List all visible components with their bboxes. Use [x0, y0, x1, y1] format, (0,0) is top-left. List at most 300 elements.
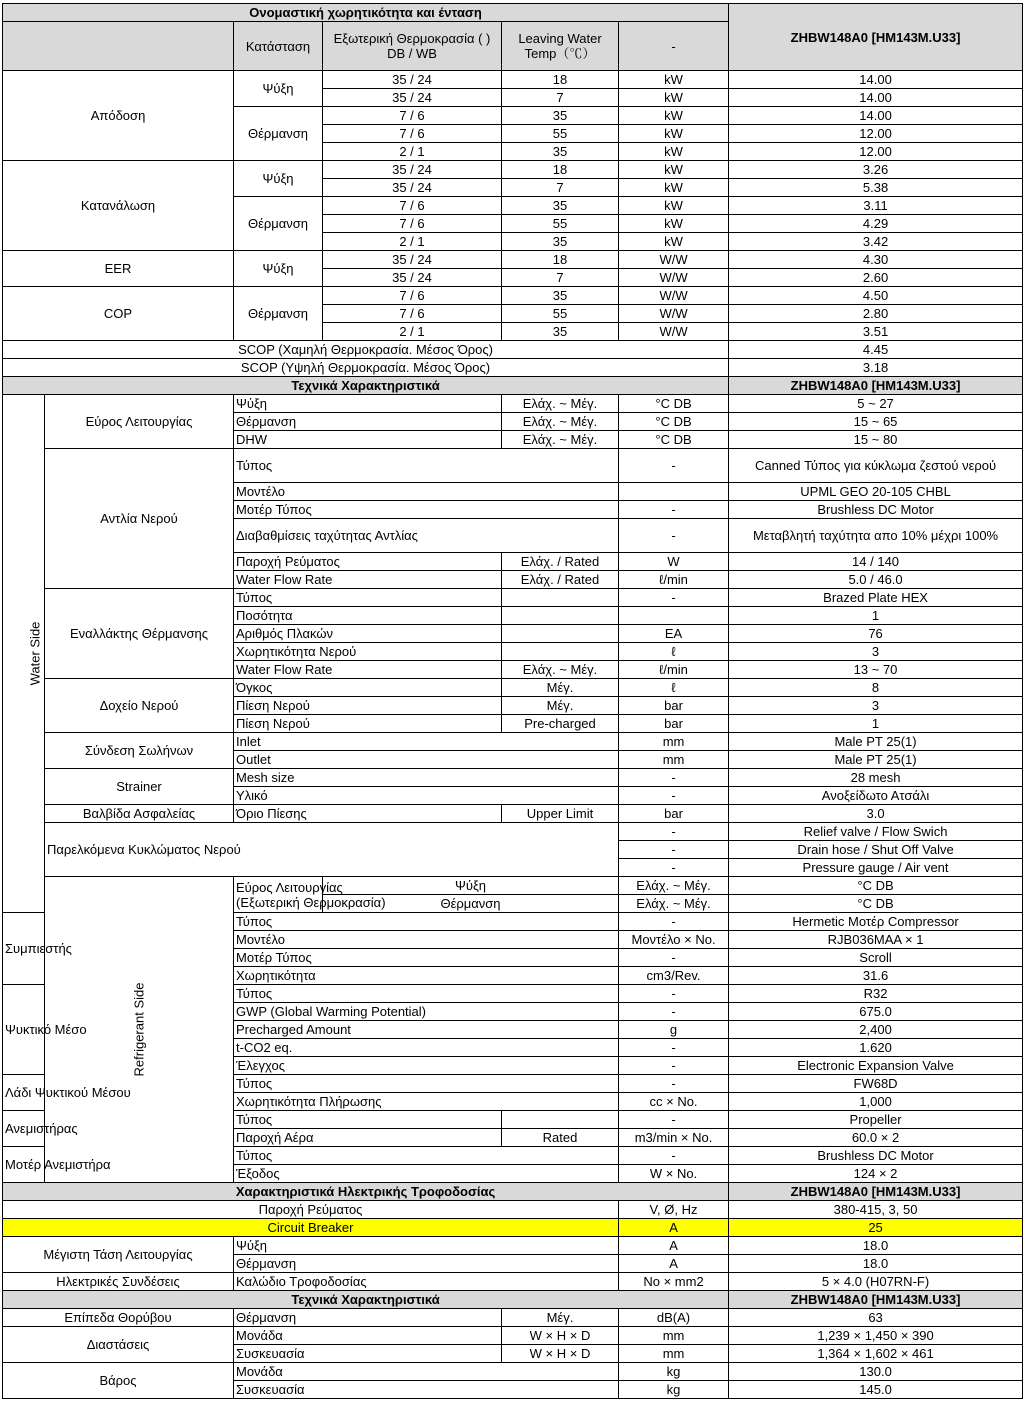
unit-cell: A [619, 1237, 729, 1255]
mode-label: Ψύξη [234, 251, 323, 287]
unit-cell: kg [619, 1381, 729, 1399]
unit-cell: - [619, 589, 729, 607]
cond-cell: Ελάχ. ~ Μέγ. [619, 877, 729, 895]
scop-high-value: 3.18 [729, 359, 1023, 377]
item-cell: Μοτέρ Τύπος [234, 949, 619, 967]
lwt-value: 55 [502, 215, 619, 233]
value-cell: 13 ~ 70 [729, 661, 1023, 679]
unit-cell: A [619, 1219, 729, 1237]
col-condition: Κατάσταση [234, 22, 323, 71]
item-cell: Θέρμανση [234, 1309, 502, 1327]
unit-cell: - [619, 1147, 729, 1165]
unit-cell [619, 607, 729, 625]
cond-cell: Ελάχ. ~ Μέγ. [502, 413, 619, 431]
unit-cell: kW [619, 107, 729, 125]
dimensions-label: Διαστάσεις [3, 1327, 234, 1363]
unit-cell: kW [619, 71, 729, 89]
item-cell: Ποσότητα [234, 607, 502, 625]
value-cell: 1.620 [729, 1039, 1023, 1057]
outdoor-temp: 7 / 6 [323, 125, 502, 143]
unit-cell: mm [619, 733, 729, 751]
compressor-label: Συμπιεστής [3, 913, 45, 985]
cond-cell: Ελάχ. ~ Μέγ. [502, 431, 619, 449]
unit-cell: kW [619, 215, 729, 233]
table-row [3, 589, 1023, 607]
cond-cell: Ελάχ. / Rated [502, 571, 619, 589]
outdoor-temp: 7 / 6 [323, 287, 502, 305]
capacity-label: Απόδοση [3, 71, 234, 161]
value-cell: 3.0 [729, 805, 1023, 823]
piping-label: Σύνδεση Σωλήνων [45, 733, 234, 769]
mode-label: Θέρμανση [234, 107, 323, 161]
scop-high-label: SCOP (Υψηλή Θερμοκρασία. Μέσος Όρος) [3, 359, 729, 377]
table-row [3, 805, 1023, 823]
value-cell: Μεταβλητή ταχύτητα απο 10% μέχρι 100% [729, 519, 1023, 553]
item-cell: Precharged Amount [234, 1021, 619, 1039]
lwt-value: 7 [502, 179, 619, 197]
table-row [3, 1201, 1023, 1219]
outdoor-temp: 35 / 24 [323, 251, 502, 269]
unit-cell: W/W [619, 269, 729, 287]
item-cell: Τύπος [234, 589, 502, 607]
value-cell: 25 [729, 1219, 1023, 1237]
item-cell: Διαβαθμίσεις ταχύτητας Αντλίας [234, 519, 619, 553]
cond-cell [502, 589, 619, 607]
unit-cell: bar [619, 697, 729, 715]
item-cell: Θέρμανση [323, 895, 619, 913]
oil-label: Λάδι Ψυκτικού Μέσου [3, 1075, 45, 1111]
item-cell: Μονάδα [234, 1327, 502, 1345]
unit-cell: mm [619, 751, 729, 769]
refrigerant-label: Ψυκτικό Μέσο [3, 985, 45, 1075]
item-cell: Inlet [234, 733, 619, 751]
unit-cell: - [619, 787, 729, 805]
value-cell: 63 [729, 1309, 1023, 1327]
section-title: Τεχνικά Χαρακτηριστικά [3, 377, 729, 395]
outdoor-range-label [234, 877, 386, 913]
value-cell: Propeller [729, 1111, 1023, 1129]
lwt-value: 35 [502, 287, 619, 305]
unit-cell: bar [619, 805, 729, 823]
item-cell: Συσκευασία [234, 1345, 502, 1363]
item-cell: Outlet [234, 751, 619, 769]
noise-label: Επίπεδα Θορύβου [3, 1309, 234, 1327]
value-cell: Scroll [729, 949, 1023, 967]
item-cell: Χωρητικότητα Πλήρωσης [234, 1093, 619, 1111]
table-row [3, 395, 1023, 413]
unit-cell: - [619, 1057, 729, 1075]
item-cell: Μοτέρ Τύπος [234, 501, 619, 519]
cond-cell: Μέγ. [502, 697, 619, 715]
unit-cell: - [619, 841, 729, 859]
mode-label: Ψύξη [234, 161, 323, 197]
cond-cell: Μέγ. [502, 679, 619, 697]
unit-cell: - [619, 823, 729, 841]
value-cell: 145.0 [729, 1381, 1023, 1399]
mode-label: Ψύξη [234, 71, 323, 107]
outdoor-temp: 35 / 24 [323, 89, 502, 107]
table-row [3, 679, 1023, 697]
unit-cell: °C DB [619, 395, 729, 413]
table-row [3, 71, 1023, 89]
lwt-value: 35 [502, 143, 619, 161]
value-cell: 3.42 [729, 233, 1023, 251]
cond-cell: Pre-charged [502, 715, 619, 733]
outdoor-temp: 7 / 6 [323, 215, 502, 233]
unit-cell: W/W [619, 323, 729, 341]
table-row [3, 359, 1023, 377]
value-cell: Brushless DC Motor [729, 501, 1023, 519]
col-lwt: Leaving Water Temp（℃） [502, 22, 619, 71]
outdoor-temp: 2 / 1 [323, 143, 502, 161]
unit-cell: - [619, 769, 729, 787]
header-title: Ονομαστική χωρητικότητα και ένταση [3, 4, 729, 22]
unit-cell: bar [619, 715, 729, 733]
lwt-value: 18 [502, 71, 619, 89]
unit-cell: W/W [619, 287, 729, 305]
unit-cell: kW [619, 143, 729, 161]
spec-table [2, 3, 1023, 1399]
section-model: ZHBW148A0 [HM143M.U33] [729, 1183, 1023, 1201]
value-cell: 130.0 [729, 1363, 1023, 1381]
item-cell: Water Flow Rate [234, 661, 502, 679]
table-row [3, 1273, 1023, 1291]
lwt-value: 18 [502, 161, 619, 179]
item-cell: Χωρητικότητα Νερού [234, 643, 502, 661]
value-cell: Drain hose / Shut Off Valve [729, 841, 1023, 859]
value-cell: 4.29 [729, 215, 1023, 233]
unit-cell: - [619, 913, 729, 931]
value-cell: 2.80 [729, 305, 1023, 323]
mode-label: Θέρμανση [234, 287, 323, 341]
unit-cell: V, Ø, Hz [619, 1201, 729, 1219]
item-cell: Ψύξη [234, 1237, 619, 1255]
col-outdoor: Εξωτερική Θερμοκρασία ( ) DB / WB [323, 22, 502, 71]
value-cell: 14.00 [729, 71, 1023, 89]
breaker-label: Circuit Breaker [3, 1219, 619, 1237]
item-cell: Mesh size [234, 769, 619, 787]
value-cell: Pressure gauge / Air vent [729, 859, 1023, 877]
unit-cell: °C DB [619, 413, 729, 431]
outdoor-range-subtitle: (Εξωτερική Θερμοκρασία) [236, 894, 386, 910]
item-cell: Μοντέλο [234, 931, 619, 949]
item-cell: Τύπος [234, 449, 619, 483]
section-header-row [3, 1291, 1023, 1309]
consumption-label: Κατανάλωση [3, 161, 234, 251]
item-cell: Υλικό [234, 787, 619, 805]
value-cell: 1,239 × 1,450 × 390 [729, 1327, 1023, 1345]
unit-cell: °C DB [619, 431, 729, 449]
refrigerant-side-label: Refrigerant Side [45, 877, 234, 1183]
unit-cell: cc × No. [619, 1093, 729, 1111]
value-cell: Relief valve / Flow Swich [729, 823, 1023, 841]
value-cell: RJB036MAA × 1 [729, 931, 1023, 949]
unit-cell: kW [619, 161, 729, 179]
value-cell: Male PT 25(1) [729, 733, 1023, 751]
value-cell: 675.0 [729, 1003, 1023, 1021]
table-row [3, 733, 1023, 751]
cond-cell [502, 643, 619, 661]
value-cell: 4.30 [729, 251, 1023, 269]
cond-cell: Ελάχ. / Rated [502, 553, 619, 571]
value-cell: 12.00 [729, 143, 1023, 161]
value-cell: 12.00 [729, 125, 1023, 143]
unit-cell: kg [619, 1363, 729, 1381]
lwt-value: 35 [502, 323, 619, 341]
header-row [3, 4, 1023, 22]
cond-cell: W × H × D [502, 1345, 619, 1363]
value-cell: Male PT 25(1) [729, 751, 1023, 769]
value-cell: 3.26 [729, 161, 1023, 179]
item-cell: Έξοδος [234, 1165, 619, 1183]
unit-cell: °C DB [729, 895, 1023, 913]
table-row [3, 1363, 1023, 1381]
unit-cell [619, 483, 729, 501]
unit-cell: - [619, 985, 729, 1003]
table-row [3, 1237, 1023, 1255]
item-cell: Τύπος [234, 1147, 619, 1165]
item-cell: Ψύξη [323, 877, 619, 895]
unit-cell: W × No. [619, 1165, 729, 1183]
cond-cell [502, 607, 619, 625]
value-cell: Electronic Expansion Valve [729, 1057, 1023, 1075]
scop-low-label: SCOP (Χαμηλή Θερμοκρασία. Μέσος Όρος) [3, 341, 729, 359]
value-cell: Ανοξείδωτο Ατσάλι [729, 787, 1023, 805]
table-row [3, 251, 1023, 269]
unit-cell: EA [619, 625, 729, 643]
value-cell: 380-415, 3, 50 [729, 1201, 1023, 1219]
unit-cell: - [619, 1075, 729, 1093]
outdoor-temp: 35 / 24 [323, 161, 502, 179]
section-model: ZHBW148A0 [HM143M.U33] [729, 1291, 1023, 1309]
item-cell: Παροχή Ρεύματος [234, 553, 502, 571]
water-side-label: Water Side [3, 395, 45, 913]
item-cell: t-CO2 eq. [234, 1039, 619, 1057]
supply-label: Παροχή Ρεύματος [3, 1201, 619, 1219]
unit-cell: mm [619, 1327, 729, 1345]
weight-label: Βάρος [3, 1363, 234, 1399]
item-cell: Ψύξη [234, 395, 502, 413]
unit-cell: ℓ/min [619, 661, 729, 679]
item-cell: Έλεγχος [234, 1057, 619, 1075]
lwt-value: 55 [502, 305, 619, 323]
value-cell: 3.51 [729, 323, 1023, 341]
section-title: Χαρακτηριστικά Ηλεκτρικής Τροφοδοσίας [3, 1183, 729, 1201]
unit-cell: kW [619, 197, 729, 215]
cond-cell [502, 1111, 619, 1129]
value-cell: 2,400 [729, 1021, 1023, 1039]
unit-cell: ℓ/min [619, 571, 729, 589]
table-row [3, 1219, 1023, 1237]
unit-cell: mm [619, 1345, 729, 1363]
value-cell: 5 × 4.0 (H07RN-F) [729, 1273, 1023, 1291]
lwt-value: 35 [502, 197, 619, 215]
unit-cell: dB(A) [619, 1309, 729, 1327]
pump-label: Αντλία Νερού [45, 449, 234, 589]
outdoor-temp: 7 / 6 [323, 197, 502, 215]
item-cell: Τύπος [234, 1075, 619, 1093]
item-cell: Θέρμανση [234, 1255, 619, 1273]
value-cell: FW68D [729, 1075, 1023, 1093]
item-cell: Μοντέλο [234, 483, 619, 501]
value-cell: 14 / 140 [729, 553, 1023, 571]
unit-cell: °C DB [729, 877, 1023, 895]
unit-cell: - [619, 1039, 729, 1057]
value-cell: 18.0 [729, 1237, 1023, 1255]
unit-cell: - [619, 449, 729, 483]
unit-cell: - [619, 519, 729, 553]
value-cell: 3 [729, 643, 1023, 661]
item-cell: Όγκος [234, 679, 502, 697]
lwt-value: 35 [502, 233, 619, 251]
fan-motor-label: Μοτέρ Ανεμιστήρα [3, 1147, 45, 1183]
unit-cell: Μοντέλο × No. [619, 931, 729, 949]
item-cell: GWP (Global Warming Potential) [234, 1003, 619, 1021]
value-cell: Brushless DC Motor [729, 1147, 1023, 1165]
unit-cell: A [619, 1255, 729, 1273]
value-cell: 8 [729, 679, 1023, 697]
unit-cell: m3/min × No. [619, 1129, 729, 1147]
outdoor-temp: 2 / 1 [323, 323, 502, 341]
section-title: Τεχνικά Χαρακτηριστικά [3, 1291, 729, 1309]
unit-cell: ℓ [619, 643, 729, 661]
value-cell: 5.38 [729, 179, 1023, 197]
item-cell: Παροχή Αέρα [234, 1129, 502, 1147]
accessories-label: Παρελκόμενα Κυκλώματος Νερού [45, 823, 619, 877]
value-cell: Canned Τύπος για κύκλωμα ζεστού νερού [729, 449, 1023, 483]
section-header-row [3, 1183, 1023, 1201]
value-cell: 1 [729, 607, 1023, 625]
item-cell: Τύπος [234, 985, 619, 1003]
tank-label: Δοχείο Νερού [45, 679, 234, 733]
cond-cell: Ελάχ. ~ Μέγ. [502, 395, 619, 413]
lwt-value: 55 [502, 125, 619, 143]
max-current-label: Μέγιστη Τάση Λειτουργίας [3, 1237, 234, 1273]
unit-cell: W/W [619, 251, 729, 269]
table-row [3, 1309, 1023, 1327]
item-cell: Χωρητικότητα [234, 967, 619, 985]
section-model: ZHBW148A0 [HM143M.U33] [729, 377, 1023, 395]
strainer-label: Strainer [45, 769, 234, 805]
unit-cell: kW [619, 179, 729, 197]
unit-cell: g [619, 1021, 729, 1039]
item-cell: Αριθμός Πλακών [234, 625, 502, 643]
value-cell: 5 ~ 27 [729, 395, 1023, 413]
item-cell: Πίεση Νερού [234, 697, 502, 715]
fan-label: Ανεμιστήρας [3, 1111, 45, 1147]
unit-cell: - [619, 859, 729, 877]
table-row [3, 287, 1023, 305]
outdoor-temp: 35 / 24 [323, 179, 502, 197]
item-cell: Πίεση Νερού [234, 715, 502, 733]
item-cell: Μονάδα [234, 1363, 619, 1381]
col-unit: - [619, 22, 729, 71]
value-cell: 15 ~ 80 [729, 431, 1023, 449]
lwt-value: 35 [502, 107, 619, 125]
table-row [3, 823, 1023, 841]
lwt-value: 7 [502, 89, 619, 107]
value-cell: UPML GEO 20-105 CHBL [729, 483, 1023, 501]
value-cell: 3.11 [729, 197, 1023, 215]
cond-cell: Ελάχ. ~ Μέγ. [619, 895, 729, 913]
unit-cell: - [619, 501, 729, 519]
outdoor-temp: 7 / 6 [323, 107, 502, 125]
table-row [3, 341, 1023, 359]
cond-cell [502, 625, 619, 643]
outdoor-temp: 7 / 6 [323, 305, 502, 323]
lwt-value: 18 [502, 251, 619, 269]
unit-cell: - [619, 1111, 729, 1129]
value-cell: 18.0 [729, 1255, 1023, 1273]
cop-label: COP [3, 287, 234, 341]
outdoor-temp: 35 / 24 [323, 269, 502, 287]
item-cell: Water Flow Rate [234, 571, 502, 589]
value-cell: 14.00 [729, 107, 1023, 125]
lwt-value: 7 [502, 269, 619, 287]
table-row [3, 877, 1023, 895]
unit-cell: cm3/Rev. [619, 967, 729, 985]
operating-range-label: Εύρος Λειτουργίας [45, 395, 234, 449]
unit-cell: No × mm2 [619, 1273, 729, 1291]
value-cell: 124 × 2 [729, 1165, 1023, 1183]
unit-cell: - [619, 1003, 729, 1021]
value-cell: 3 [729, 697, 1023, 715]
value-cell: 14.00 [729, 89, 1023, 107]
unit-cell: kW [619, 89, 729, 107]
item-cell: Όριο Πίεσης [234, 805, 502, 823]
item-cell: Θέρμανση [234, 413, 502, 431]
cond-cell: Upper Limit [502, 805, 619, 823]
value-cell: 1,000 [729, 1093, 1023, 1111]
cond-cell: Μέγ. [502, 1309, 619, 1327]
eer-label: EER [3, 251, 234, 287]
value-cell: 1 [729, 715, 1023, 733]
cond-cell: Rated [502, 1129, 619, 1147]
value-cell: 28 mesh [729, 769, 1023, 787]
item-cell: Τύπος [234, 1111, 502, 1129]
value-cell: 1,364 × 1,602 × 461 [729, 1345, 1023, 1363]
unit-cell: W [619, 553, 729, 571]
cond-cell: W × H × D [502, 1327, 619, 1345]
outdoor-temp: 2 / 1 [323, 233, 502, 251]
unit-cell: ℓ [619, 679, 729, 697]
item-cell: Τύπος [234, 913, 619, 931]
header-model: ZHBW148A0 [HM143M.U33] [729, 4, 1023, 71]
value-cell: 31.6 [729, 967, 1023, 985]
item-cell: Καλώδιο Τροφοδοσίας [234, 1273, 619, 1291]
unit-cell: W/W [619, 305, 729, 323]
outdoor-range-title: Εύρος Λειτουργίας [236, 879, 343, 895]
item-cell: Συσκευασία [234, 1381, 619, 1399]
unit-cell: kW [619, 233, 729, 251]
section-header-row [3, 377, 1023, 395]
heat-exchanger-label: Εναλλάκτης Θέρμανσης [45, 589, 234, 679]
value-cell: Hermetic Μοτέρ Compressor [729, 913, 1023, 931]
value-cell: 76 [729, 625, 1023, 643]
table-row [3, 449, 1023, 483]
wiring-label: Ηλεκτρικές Συνδέσεις [3, 1273, 234, 1291]
mode-label: Θέρμανση [234, 197, 323, 251]
value-cell: Brazed Plate HEX [729, 589, 1023, 607]
unit-cell: - [619, 949, 729, 967]
outdoor-temp: 35 / 24 [323, 71, 502, 89]
table-row [3, 769, 1023, 787]
cond-cell: Ελάχ. ~ Μέγ. [502, 661, 619, 679]
value-cell: 60.0 × 2 [729, 1129, 1023, 1147]
value-cell: 2.60 [729, 269, 1023, 287]
value-cell: 4.50 [729, 287, 1023, 305]
item-cell: DHW [234, 431, 502, 449]
